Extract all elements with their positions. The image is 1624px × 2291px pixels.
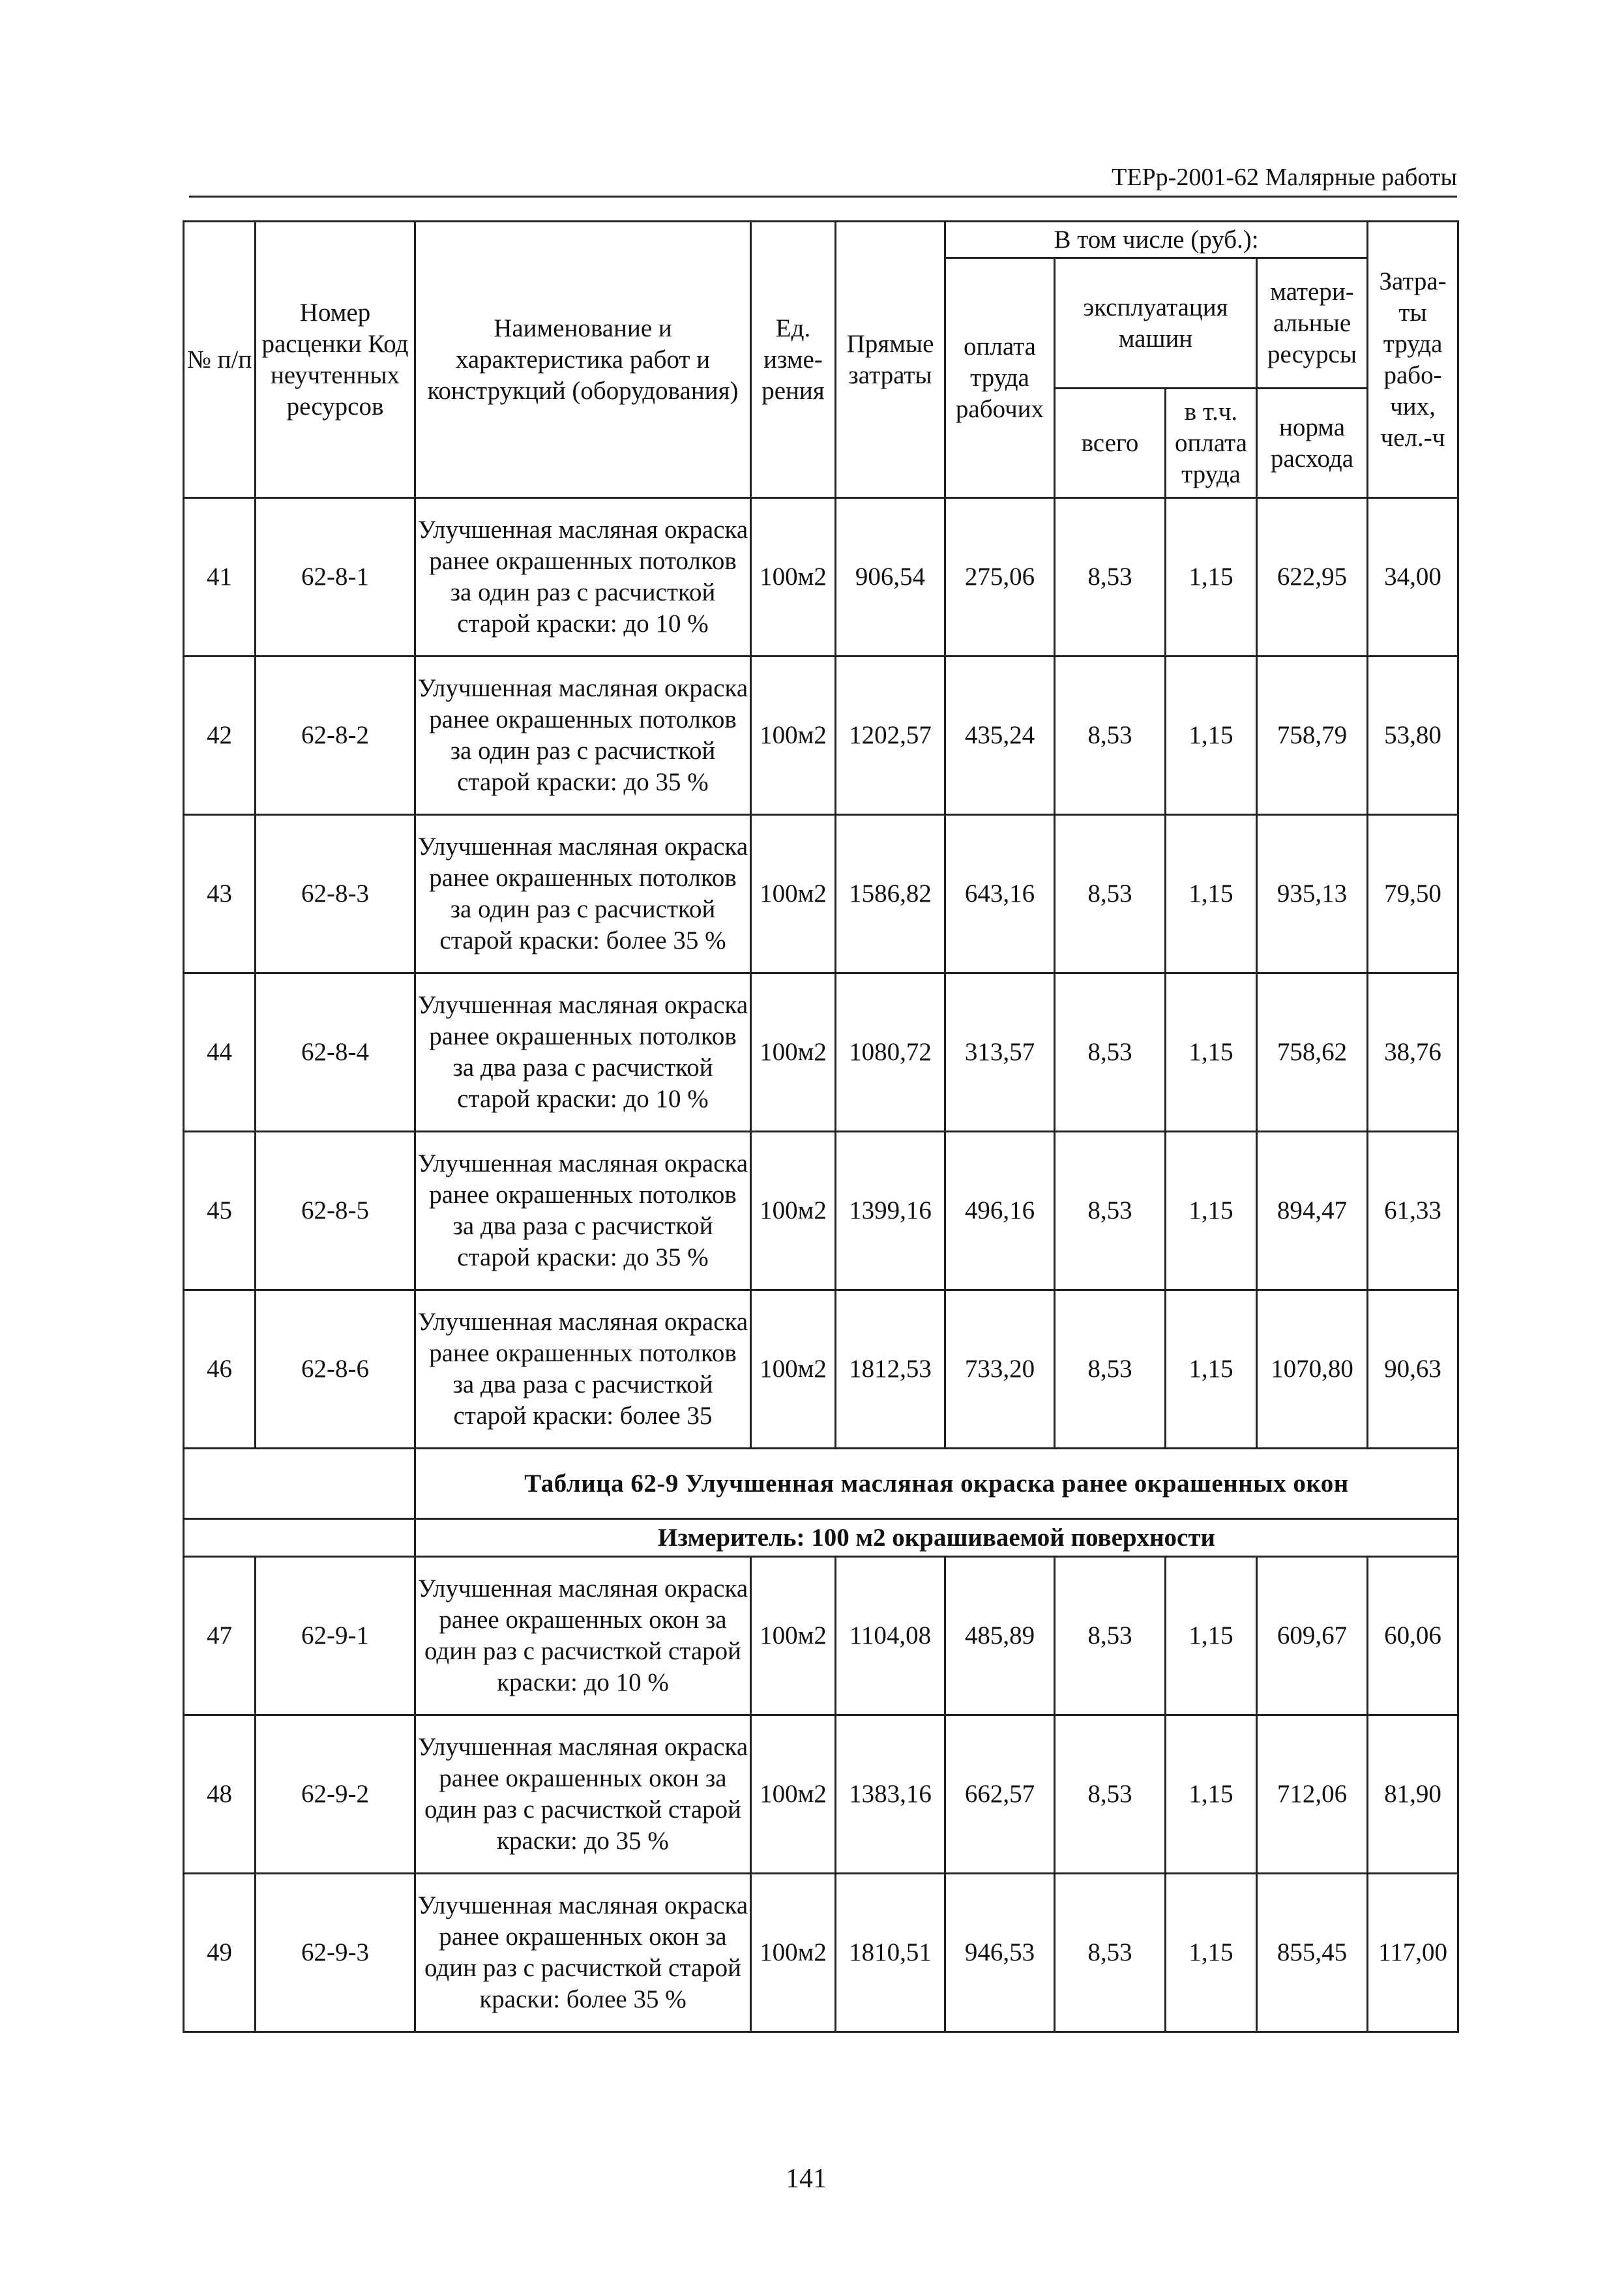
- table-row: [184, 657, 1458, 815]
- col-header-name: Наименование и характеристика работ и конструкций (оборудования): [415, 222, 751, 498]
- materials-norm: 758,62: [1257, 973, 1368, 1132]
- labor-cost: 38,76: [1368, 973, 1458, 1132]
- work-description: Улучшенная масляная окраска ранее окрашенных потолков за один раз с расчисткой старой краски: до 10 %: [415, 498, 751, 657]
- labor-pay: 946,53: [945, 1874, 1055, 2032]
- labor-pay: 662,57: [945, 1715, 1055, 1874]
- rate-code: 62-8-4: [256, 973, 415, 1132]
- unit: 100м2: [751, 815, 836, 973]
- machines-labor-pay: 1,15: [1166, 657, 1257, 815]
- materials-norm: 712,06: [1257, 1715, 1368, 1874]
- page-number: 141: [786, 2164, 827, 2194]
- col-header-direct: Прямые затраты: [836, 222, 945, 498]
- labor-cost: 53,80: [1368, 657, 1458, 815]
- rate-code: 62-8-2: [256, 657, 415, 815]
- machines-labor-pay: 1,15: [1166, 498, 1257, 657]
- col-header-materials: матери-альные ресурсы: [1257, 258, 1368, 389]
- table-row: [184, 1132, 1458, 1290]
- labor-cost: 61,33: [1368, 1132, 1458, 1290]
- machines-total: 8,53: [1055, 1132, 1166, 1290]
- rate-code: 62-8-1: [256, 498, 415, 657]
- header-title: ТЕРр-2001-62 Малярные работы: [1112, 164, 1457, 191]
- materials-norm: 1070,80: [1257, 1290, 1368, 1449]
- work-description: Улучшенная масляная окраска ранее окрашенных окон за один раз с расчисткой старой краски: до 10 %: [415, 1557, 751, 1715]
- direct-costs: 1812,53: [836, 1290, 945, 1449]
- labor-pay: 275,06: [945, 498, 1055, 657]
- materials-norm: 855,45: [1257, 1874, 1368, 2032]
- row-number: 45: [184, 1132, 256, 1290]
- direct-costs: 1586,82: [836, 815, 945, 973]
- table-row: [184, 1557, 1458, 1715]
- work-description: Улучшенная масляная окраска ранее окрашенных потолков за один раз с расчисткой старой краски: до 35 %: [415, 657, 751, 815]
- labor-pay: 496,16: [945, 1132, 1055, 1290]
- row-number: 48: [184, 1715, 256, 1874]
- work-description: Улучшенная масляная окраска ранее окрашенных окон за один раз с расчисткой старой краски: до 35 %: [415, 1715, 751, 1874]
- labor-pay: 643,16: [945, 815, 1055, 973]
- section-title-row: [184, 1449, 1458, 1519]
- col-header-machines-incl: в т.ч. оплата труда: [1166, 389, 1257, 498]
- section-title-spacer: [184, 1449, 415, 1519]
- col-header-including: В том числе (руб.):: [945, 222, 1368, 258]
- rate-code: 62-8-5: [256, 1132, 415, 1290]
- unit: 100м2: [751, 498, 836, 657]
- work-description: Улучшенная масляная окраска ранее окрашенных окон за один раз с расчисткой старой краски: более 35 %: [415, 1874, 751, 2032]
- rate-code: 62-9-3: [256, 1874, 415, 2032]
- machines-labor-pay: 1,15: [1166, 1715, 1257, 1874]
- labor-cost: 79,50: [1368, 815, 1458, 973]
- machines-total: 8,53: [1055, 1874, 1166, 2032]
- section-title: Таблица 62-9 Улучшенная масляная окраска ранее окрашенных окон: [415, 1449, 1458, 1519]
- machines-labor-pay: 1,15: [1166, 1290, 1257, 1449]
- materials-norm: 622,95: [1257, 498, 1368, 657]
- row-number: 42: [184, 657, 256, 815]
- materials-norm: 935,13: [1257, 815, 1368, 973]
- materials-norm: 894,47: [1257, 1132, 1368, 1290]
- materials-norm: 609,67: [1257, 1557, 1368, 1715]
- direct-costs: 1810,51: [836, 1874, 945, 2032]
- machines-total: 8,53: [1055, 657, 1166, 815]
- labor-pay: 485,89: [945, 1557, 1055, 1715]
- col-header-machines-total: всего: [1055, 389, 1166, 498]
- rate-code: 62-8-3: [256, 815, 415, 973]
- page-header: [189, 162, 1457, 198]
- unit: 100м2: [751, 657, 836, 815]
- direct-costs: 1080,72: [836, 973, 945, 1132]
- measure-row: [184, 1519, 1458, 1557]
- unit: 100м2: [751, 1132, 836, 1290]
- rate-code: 62-9-2: [256, 1715, 415, 1874]
- work-description: Улучшенная масляная окраска ранее окрашенных потолков за один раз с расчисткой старой краски: более 35 %: [415, 815, 751, 973]
- col-header-no: № п/п: [184, 222, 256, 498]
- table-row: [184, 498, 1458, 657]
- table-body-62-9: [184, 1557, 1458, 2032]
- machines-labor-pay: 1,15: [1166, 1874, 1257, 2032]
- labor-cost: 60,06: [1368, 1557, 1458, 1715]
- table-row: [184, 815, 1458, 973]
- table-row: [184, 1874, 1458, 2032]
- unit: 100м2: [751, 973, 836, 1132]
- direct-costs: 1383,16: [836, 1715, 945, 1874]
- machines-total: 8,53: [1055, 498, 1166, 657]
- direct-costs: 1104,08: [836, 1557, 945, 1715]
- direct-costs: 1202,57: [836, 657, 945, 815]
- row-number: 41: [184, 498, 256, 657]
- direct-costs: 906,54: [836, 498, 945, 657]
- machines-total: 8,53: [1055, 1557, 1166, 1715]
- machines-labor-pay: 1,15: [1166, 1557, 1257, 1715]
- table-body-62-8: [184, 498, 1458, 1449]
- col-header-unit: Ед. изме-рения: [751, 222, 836, 498]
- labor-pay: 313,57: [945, 973, 1055, 1132]
- unit: 100м2: [751, 1874, 836, 2032]
- row-number: 46: [184, 1290, 256, 1449]
- machines-labor-pay: 1,15: [1166, 1132, 1257, 1290]
- rate-code: 62-8-6: [256, 1290, 415, 1449]
- labor-cost: 34,00: [1368, 498, 1458, 657]
- unit: 100м2: [751, 1715, 836, 1874]
- table-row: [184, 973, 1458, 1132]
- work-description: Улучшенная масляная окраска ранее окрашенных потолков за два раза с расчисткой старой краски: до 10 %: [415, 973, 751, 1132]
- machines-total: 8,53: [1055, 1290, 1166, 1449]
- row-number: 47: [184, 1557, 256, 1715]
- machines-labor-pay: 1,15: [1166, 973, 1257, 1132]
- table-row: [184, 1715, 1458, 1874]
- measure-text: Измеритель: 100 м2 окрашиваемой поверхности: [415, 1519, 1458, 1557]
- unit: 100м2: [751, 1557, 836, 1715]
- labor-cost: 90,63: [1368, 1290, 1458, 1449]
- labor-cost: 117,00: [1368, 1874, 1458, 2032]
- row-number: 49: [184, 1874, 256, 2032]
- labor-pay: 435,24: [945, 657, 1055, 815]
- unit: 100м2: [751, 1290, 836, 1449]
- machines-total: 8,53: [1055, 973, 1166, 1132]
- direct-costs: 1399,16: [836, 1132, 945, 1290]
- table-row: [184, 1290, 1458, 1449]
- labor-cost: 81,90: [1368, 1715, 1458, 1874]
- col-header-labor-cost: Затра-ты труда рабо-чих, чел.-ч: [1368, 222, 1458, 498]
- machines-total: 8,53: [1055, 1715, 1166, 1874]
- work-description: Улучшенная масляная окраска ранее окрашенных потолков за два раза с расчисткой старой краски: более 35: [415, 1290, 751, 1449]
- machines-total: 8,53: [1055, 815, 1166, 973]
- col-header-code: Номер расценки Код неучтенных ресурсов: [256, 222, 415, 498]
- measure-spacer: [184, 1519, 415, 1557]
- machines-labor-pay: 1,15: [1166, 815, 1257, 973]
- labor-pay: 733,20: [945, 1290, 1055, 1449]
- rate-code: 62-9-1: [256, 1557, 415, 1715]
- row-number: 44: [184, 973, 256, 1132]
- materials-norm: 758,79: [1257, 657, 1368, 815]
- rates-table: [183, 220, 1459, 2033]
- work-description: Улучшенная масляная окраска ранее окрашенных потолков за два раза с расчисткой старой краски: до 35 %: [415, 1132, 751, 1290]
- col-header-labor-pay: оплата труда рабочих: [945, 258, 1055, 498]
- col-header-machines: эксплуатация машин: [1055, 258, 1257, 389]
- row-number: 43: [184, 815, 256, 973]
- col-header-materials-norm: норма расхода: [1257, 389, 1368, 498]
